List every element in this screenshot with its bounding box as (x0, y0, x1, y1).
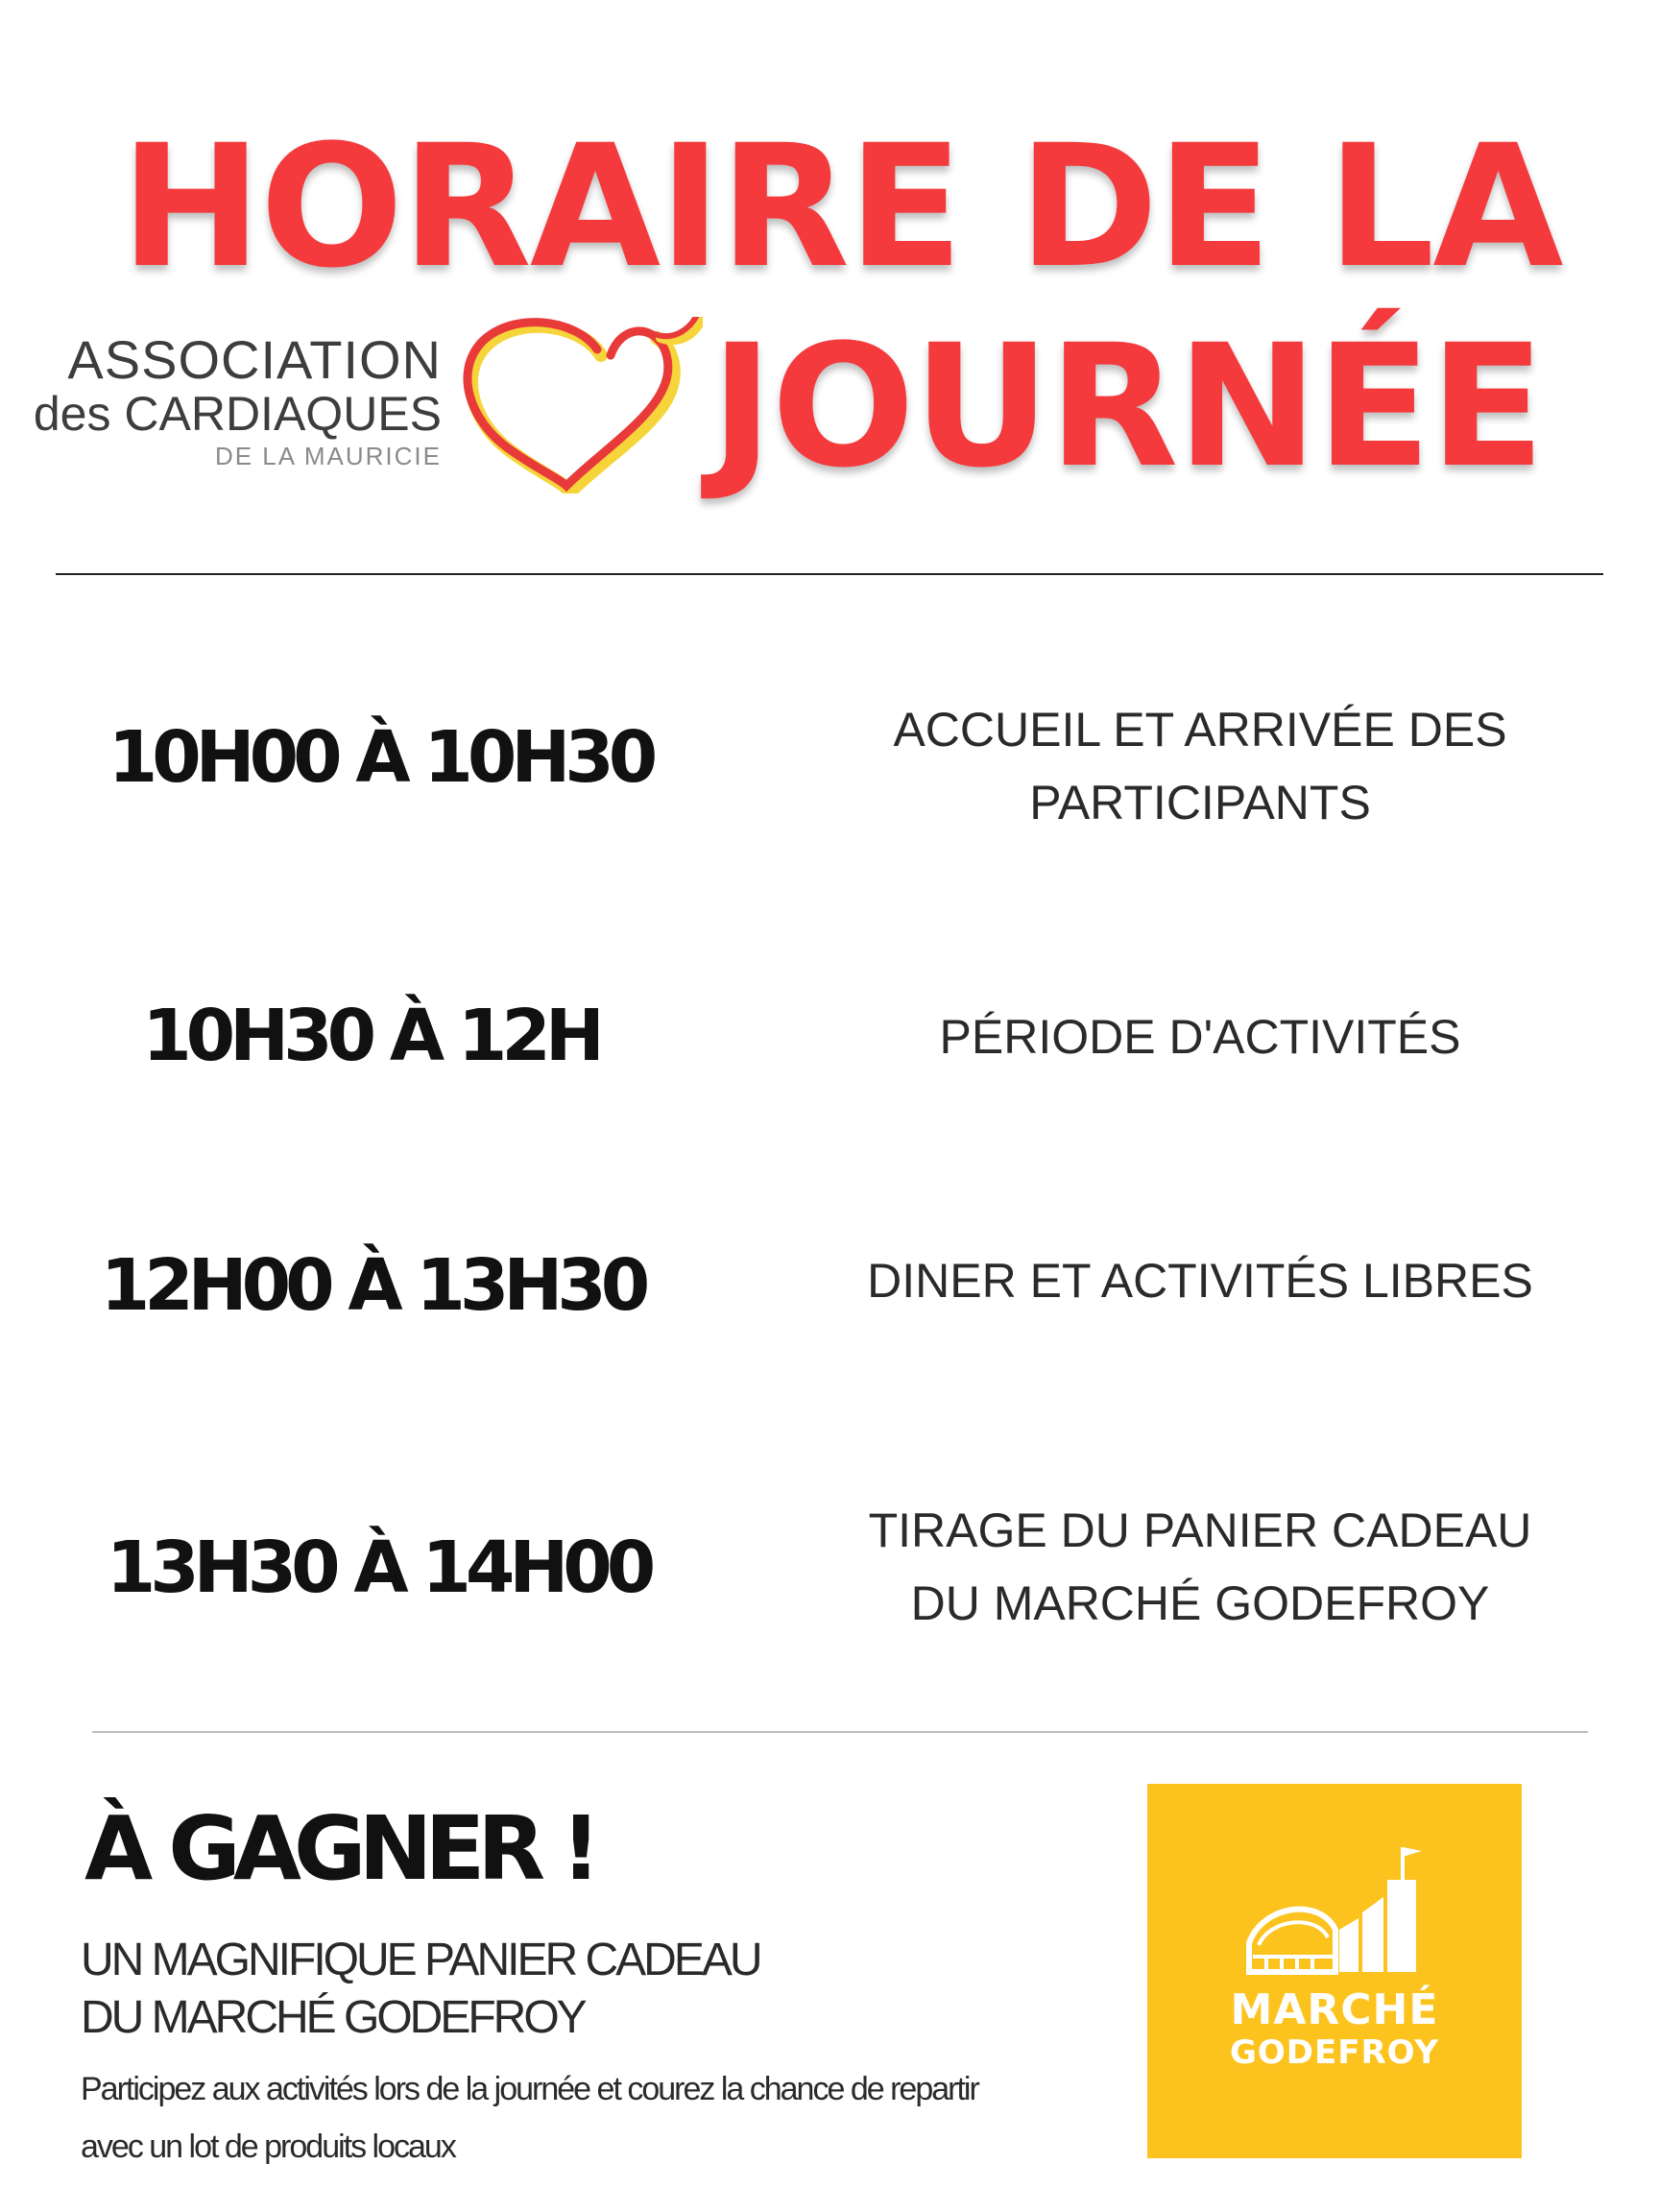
marche-godefroy-logo-icon (1243, 1838, 1426, 1982)
activity-line: DINER ET ACTIVITÉS LIBRES (867, 1254, 1533, 1308)
prize-subtitle (81, 1932, 945, 2047)
prize-subtitle-line: DU MARCHÉ GODEFROY (81, 1992, 585, 2043)
schedule-time: 10H00 À 10H30 (108, 716, 653, 799)
activity-line: TIRAGE DU PANIER CADEAU (868, 1503, 1532, 1557)
schedule-activity (806, 1000, 1594, 1073)
prize-title: À GAGNER ! (84, 1797, 594, 1900)
logo-line-cardiaques: des CARDIAQUES (33, 387, 442, 441)
schedule-activity (806, 693, 1594, 839)
activity-line: PÉRIODE D'ACTIVITÉS (939, 1010, 1461, 1064)
page-title-line1: HORAIRE DE LA (120, 108, 1562, 305)
activity-line: DU MARCHÉ GODEFROY (910, 1576, 1490, 1630)
schedule-activity (806, 1494, 1594, 1640)
logo-line-mauricie: DE LA MAURICIE (214, 442, 442, 470)
page-title-line2: JOURNÉE (710, 308, 1544, 505)
activity-line: ACCUEIL ET ARRIVÉE DES (893, 703, 1507, 757)
divider-bottom (92, 1731, 1588, 1733)
marche-godefroy-logo (1147, 1784, 1522, 2158)
marche-name-line2: GODEFROY (1230, 2033, 1439, 2072)
prize-description: Participez aux activités lors de la journée et courez la chance de repartir avec un lot de produits locaux (81, 2071, 978, 2165)
marche-name-line1: MARCHÉ (1230, 1985, 1439, 2034)
activity-line: PARTICIPANTS (1029, 776, 1371, 830)
schedule-activity (806, 1244, 1594, 1317)
divider-top (56, 573, 1603, 575)
heart-icon (457, 317, 703, 493)
prize-subtitle-line: UN MAGNIFIQUE PANIER CADEAU (81, 1935, 760, 1985)
schedule-time: 12H00 À 13H30 (100, 1244, 645, 1327)
schedule-time: 13H30 À 14H00 (106, 1527, 651, 1609)
schedule-time: 10H30 À 12H (142, 995, 599, 1077)
logo-line-association: ASSOCIATION (67, 329, 442, 390)
